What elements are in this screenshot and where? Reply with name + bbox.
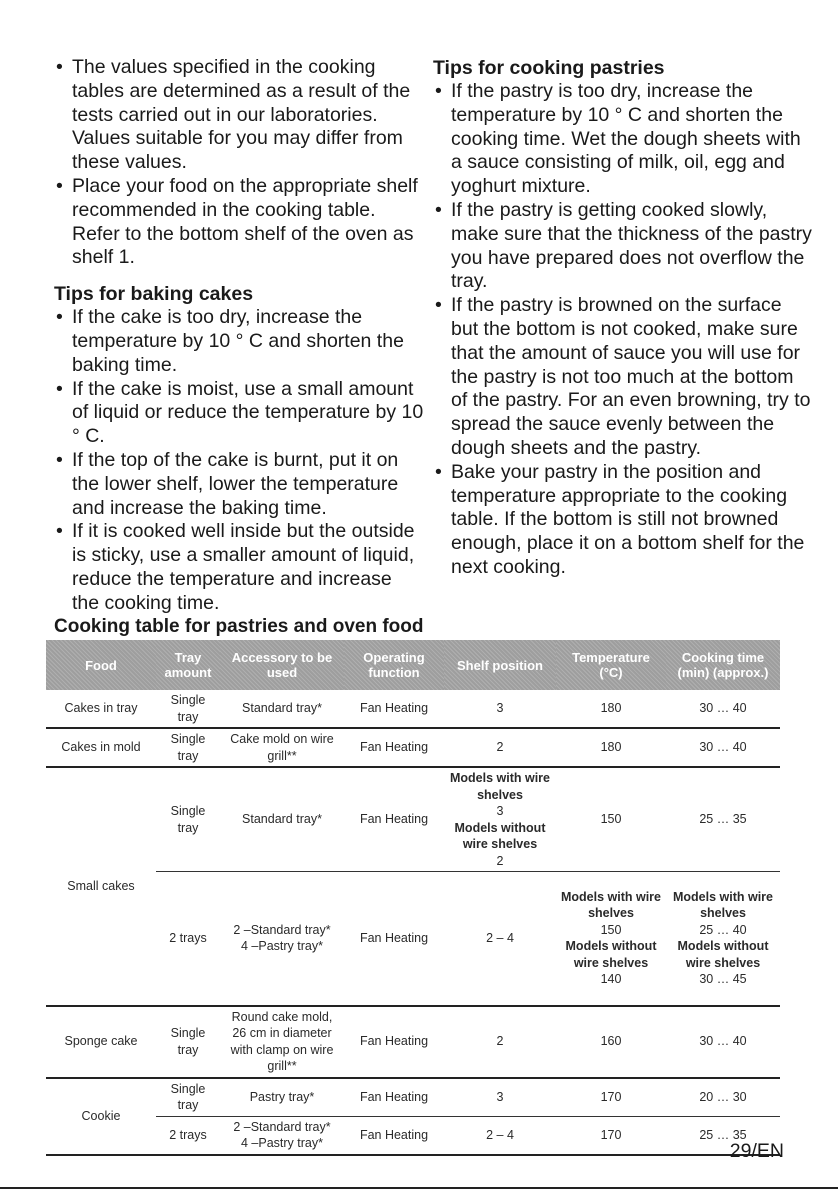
table-row <box>46 1006 780 1078</box>
list-item: • If it is cooked well inside but the outside is sticky, use a smaller amount of liquid, reduce the temperature and increase the cooking time. <box>54 520 424 615</box>
cell-temperature: 150 <box>556 767 666 872</box>
header-tray-amount: Tray amount <box>156 640 220 690</box>
cell-accessory: Cake mold on wire grill** <box>220 728 344 767</box>
cakes-tips-list <box>54 306 424 615</box>
shelf-without-wire-label: Models without wire shelves <box>454 820 546 851</box>
accessory-line: 4 –Pastry tray* <box>241 1136 323 1150</box>
cooking-table <box>46 640 780 1156</box>
cell-function: Fan Heating <box>344 728 444 767</box>
temp-with-wire-value: 150 <box>600 922 622 937</box>
table-row <box>46 767 780 872</box>
cell-shelf: 3 <box>444 1078 556 1117</box>
cell-function: Fan Heating <box>344 767 444 872</box>
pastries-tips-heading: Tips for cooking pastries <box>433 57 665 79</box>
cell-temperature: 180 <box>556 690 666 728</box>
cell-function: Fan Heating <box>344 1078 444 1117</box>
table-row <box>46 728 780 767</box>
list-item: • Bake your pastry in the position and temperature appropriate to the cooking table. If the bottom is still not browned enough, place it on a bottom shelf for the next cooking. <box>433 461 813 580</box>
shelf-without-wire-value: 2 <box>496 853 504 868</box>
table-title: Cooking table for pastries and oven food <box>54 616 424 637</box>
cell-tray: Single tray <box>156 1078 220 1117</box>
cell-time: 20 … 30 <box>666 1078 780 1117</box>
header-accessory: Accessory to be used <box>220 640 344 690</box>
list-item: • If the pastry is getting cooked slowly, make sure that the thickness of the pastry you have prepared does not overflow the tray. <box>433 199 813 294</box>
list-item: • The values specified in the cooking tables are determined as a result of the tests carried out in our laboratories. Values suitable for you may differ from these values. <box>54 56 424 175</box>
cell-function: Fan Heating <box>344 872 444 1006</box>
cell-food: Cakes in mold <box>46 728 156 767</box>
right-column <box>433 56 813 580</box>
table-row <box>46 1116 780 1155</box>
cell-function: Fan Heating <box>344 690 444 728</box>
temp-without-wire-label: Models without wire shelves <box>565 939 657 970</box>
cell-tray: Single tray <box>156 767 220 872</box>
cell-shelf: 3 <box>444 690 556 728</box>
time-with-wire-value: 25 … 40 <box>699 922 747 937</box>
temp-without-wire-value: 140 <box>600 972 622 987</box>
cell-temperature <box>556 872 666 1006</box>
cell-temperature: 180 <box>556 728 666 767</box>
cell-food: Small cakes <box>46 767 156 1006</box>
list-item: • If the top of the cake is burnt, put it on the lower shelf, lower the temperature and increase the baking time. <box>54 449 424 520</box>
cell-accessory: Standard tray* <box>220 767 344 872</box>
list-item: • If the pastry is browned on the surface but the bottom is not cooked, make sure that the amount of sauce you will use for the pastry is not too much at the bottom of the pastry. For an even browning, try to spread the sauce evenly between the dough sheets and the pastry. <box>433 294 813 461</box>
temp-with-wire-label: Models with wire shelves <box>560 889 661 921</box>
table-header-row <box>46 640 780 690</box>
table-row <box>46 1078 780 1117</box>
page-bottom-rule <box>0 1187 838 1189</box>
cell-tray: Single tray <box>156 1006 220 1078</box>
list-item: • If the pastry is too dry, increase the temperature by 10 ° C and shorten the cooking time. Wet the dough sheets with a sauce consisting of milk, oil, egg and yoghurt mixture. <box>433 80 813 199</box>
table-row <box>46 872 780 1006</box>
list-item: • Place your food on the appropriate shelf recommended in the cooking table. Refer to the bottom shelf of the oven as shelf 1. <box>54 175 424 270</box>
cell-food: Sponge cake <box>46 1006 156 1078</box>
cell-time: 25 … 35 <box>666 1116 780 1155</box>
cell-accessory: Round cake mold, 26 cm in diameter with clamp on wire grill** <box>220 1006 344 1078</box>
cakes-tips-heading: Tips for baking cakes <box>54 283 254 306</box>
intro-bullet-list <box>54 56 424 270</box>
cell-shelf: 2 – 4 <box>444 872 556 1006</box>
accessory-line: 4 –Pastry tray* <box>241 939 323 954</box>
time-with-wire-label: Models with wire shelves <box>672 889 773 921</box>
cell-function: Fan Heating <box>344 1006 444 1078</box>
cell-temperature: 160 <box>556 1006 666 1078</box>
cell-time: 30 … 40 <box>666 1006 780 1078</box>
list-item: • If the cake is moist, use a small amount of liquid or reduce the temperature by 10 ° C. <box>54 378 424 449</box>
accessory-line: 2 –Standard tray* <box>233 922 331 937</box>
cell-food: Cookie <box>46 1078 156 1155</box>
pastries-tips-list <box>433 80 813 580</box>
header-cooking-time: Cooking time (min) (approx.) <box>666 640 780 690</box>
shelf-with-wire-label: Models with wire shelves <box>449 771 550 802</box>
header-temperature: Temperature (°C) <box>556 640 666 690</box>
accessory-line: 2 –Standard tray* <box>233 1119 331 1134</box>
cell-function: Fan Heating <box>344 1116 444 1155</box>
time-without-wire-value: 30 … 45 <box>699 972 747 987</box>
cell-temperature: 170 <box>556 1078 666 1117</box>
header-shelf-position: Shelf position <box>444 640 556 690</box>
cell-shelf <box>444 767 556 872</box>
list-item: • If the cake is too dry, increase the temperature by 10 ° C and shorten the baking time. <box>54 306 424 377</box>
cell-tray: 2 trays <box>156 872 220 1006</box>
time-without-wire-label: Models without wire shelves <box>677 939 769 970</box>
cell-tray: Single tray <box>156 690 220 728</box>
table-row <box>46 690 780 728</box>
shelf-with-wire-value: 3 <box>496 804 504 818</box>
cell-shelf: 2 <box>444 728 556 767</box>
cell-tray: Single tray <box>156 728 220 767</box>
cell-time: 30 … 40 <box>666 728 780 767</box>
cell-tray: 2 trays <box>156 1116 220 1155</box>
cell-time: 30 … 40 <box>666 690 780 728</box>
cell-accessory <box>220 1116 344 1155</box>
cell-accessory <box>220 872 344 1006</box>
cell-shelf: 2 <box>444 1006 556 1078</box>
cell-time: 25 … 35 <box>666 767 780 872</box>
cell-accessory: Standard tray* <box>220 690 344 728</box>
left-column <box>54 56 424 616</box>
cell-shelf: 2 – 4 <box>444 1116 556 1155</box>
cell-temperature: 170 <box>556 1116 666 1155</box>
cell-food: Cakes in tray <box>46 690 156 728</box>
page-number: 29/EN <box>729 1140 784 1162</box>
cell-time <box>666 872 780 1006</box>
header-operating-function: Operating function <box>344 640 444 690</box>
cell-accessory: Pastry tray* <box>220 1078 344 1117</box>
header-food: Food <box>46 640 156 690</box>
